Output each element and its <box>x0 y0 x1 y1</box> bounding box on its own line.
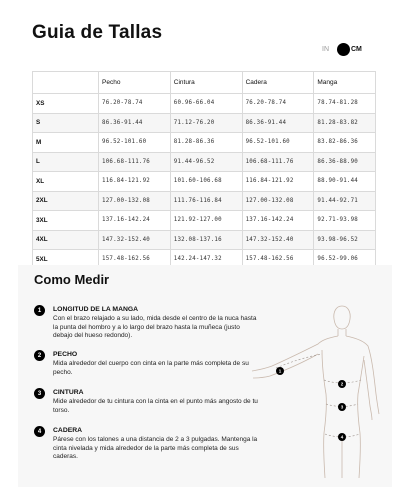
pecho-value: 86.36-91.44 <box>99 113 171 133</box>
pecho-value: 127.00-132.08 <box>99 191 171 211</box>
manga-value: 91.44-92.71 <box>314 191 376 211</box>
size-label: 5XL <box>33 250 99 270</box>
size-label: XL <box>33 172 99 192</box>
size-label: S <box>33 113 99 133</box>
table-row <box>33 152 376 172</box>
step-number-badge: 3 <box>34 388 45 399</box>
cintura-value: 60.96-66.04 <box>170 94 242 114</box>
table-row <box>33 94 376 114</box>
pecho-value: 106.68-111.76 <box>99 152 171 172</box>
size-chart-table <box>32 71 376 270</box>
table-header-row <box>33 72 376 94</box>
how-to-measure-title: Como Medir <box>34 272 110 287</box>
cadera-value: 76.20-78.74 <box>242 94 314 114</box>
svg-text:1: 1 <box>278 368 282 374</box>
step-description: Párese con los talones a una distancia de 2 a 3 pulgadas. Mantenga la cinta nivelada y mida alrededor de la parte más completa de sus caderas. <box>53 436 258 461</box>
pecho-value: 147.32-152.40 <box>99 230 171 250</box>
table-row <box>33 133 376 153</box>
step-number-badge: 2 <box>34 350 45 361</box>
cadera-value: 137.16-142.24 <box>242 211 314 231</box>
cintura-value: 71.12-76.20 <box>170 113 242 133</box>
step-description: Mide alrededor de tu cintura con la cinta en el punto más angosto de tu torso. <box>53 398 258 414</box>
cintura-value: 111.76-116.84 <box>170 191 242 211</box>
manga-value: 81.28-83.82 <box>314 113 376 133</box>
cadera-value: 116.84-121.92 <box>242 172 314 192</box>
cintura-value: 121.92-127.00 <box>170 211 242 231</box>
size-label: 3XL <box>33 211 99 231</box>
manga-value: 92.71-93.98 <box>314 211 376 231</box>
pecho-value: 157.48-162.56 <box>99 250 171 270</box>
pecho-value: 76.20-78.74 <box>99 94 171 114</box>
pecho-value: 116.84-121.92 <box>99 172 171 192</box>
size-label: XS <box>33 94 99 114</box>
header-cadera: Cadera <box>242 72 314 94</box>
table-row <box>33 172 376 192</box>
header-size <box>33 72 99 94</box>
cadera-value: 96.52-101.60 <box>242 133 314 153</box>
manga-value: 86.36-88.90 <box>314 152 376 172</box>
header-cintura: Cintura <box>170 72 242 94</box>
page-title: Guia de Tallas <box>32 22 163 43</box>
svg-text:2: 2 <box>340 381 344 387</box>
pecho-value: 137.16-142.24 <box>99 211 171 231</box>
unit-cm-option[interactable] <box>337 43 362 56</box>
marker-chest <box>338 380 346 388</box>
step-description: Con el brazo relajado a su lado, mida desde el centro de la nuca hasta la punta del hombro y a lo largo del brazo hasta la muñeca (justo debajo del hueso redondo). <box>53 315 257 340</box>
unit-toggle[interactable] <box>322 43 362 56</box>
cintura-value: 132.08-137.16 <box>170 230 242 250</box>
svg-text:3: 3 <box>340 404 344 410</box>
table-row <box>33 230 376 250</box>
svg-text:4: 4 <box>340 434 344 440</box>
manga-value: 96.52-99.06 <box>314 250 376 270</box>
step-description: Mida alrededor del cuerpo con cinta en la parte más completa de su pecho. <box>53 360 249 376</box>
step-number-badge: 4 <box>34 426 45 437</box>
manga-value: 78.74-81.28 <box>314 94 376 114</box>
cadera-value: 147.32-152.40 <box>242 230 314 250</box>
size-label: 4XL <box>33 230 99 250</box>
selected-radio-icon <box>337 43 350 56</box>
size-label: 2XL <box>33 191 99 211</box>
step-heading: CADERA <box>53 427 83 434</box>
cintura-value: 91.44-96.52 <box>170 152 242 172</box>
marker-waist <box>338 403 346 411</box>
header-pecho: Pecho <box>99 72 171 94</box>
manga-value: 88.90-91.44 <box>314 172 376 192</box>
cintura-value: 81.28-86.36 <box>170 133 242 153</box>
pecho-value: 96.52-101.60 <box>99 133 171 153</box>
table-row <box>33 211 376 231</box>
cadera-value: 86.36-91.44 <box>242 113 314 133</box>
cintura-value: 101.60-106.68 <box>170 172 242 192</box>
cadera-value: 106.68-111.76 <box>242 152 314 172</box>
table-row <box>33 191 376 211</box>
manga-value: 83.82-86.36 <box>314 133 376 153</box>
step-heading: LONGITUD DE LA MANGA <box>53 306 139 313</box>
step-heading: CINTURA <box>53 389 84 396</box>
header-manga: Manga <box>314 72 376 94</box>
size-label: M <box>33 133 99 153</box>
marker-hip <box>338 433 346 441</box>
size-label: L <box>33 152 99 172</box>
unit-inches-option[interactable]: IN <box>322 46 329 53</box>
cintura-value: 142.24-147.32 <box>170 250 242 270</box>
table-row <box>33 113 376 133</box>
step-heading: PECHO <box>53 351 78 358</box>
manga-value: 93.98-96.52 <box>314 230 376 250</box>
cadera-value: 157.48-162.56 <box>242 250 314 270</box>
cadera-value: 127.00-132.08 <box>242 191 314 211</box>
step-number-badge: 1 <box>34 305 45 316</box>
unit-cm-label: CM <box>351 46 362 53</box>
marker-sleeve <box>276 367 284 375</box>
body-measurement-figure <box>250 298 400 478</box>
